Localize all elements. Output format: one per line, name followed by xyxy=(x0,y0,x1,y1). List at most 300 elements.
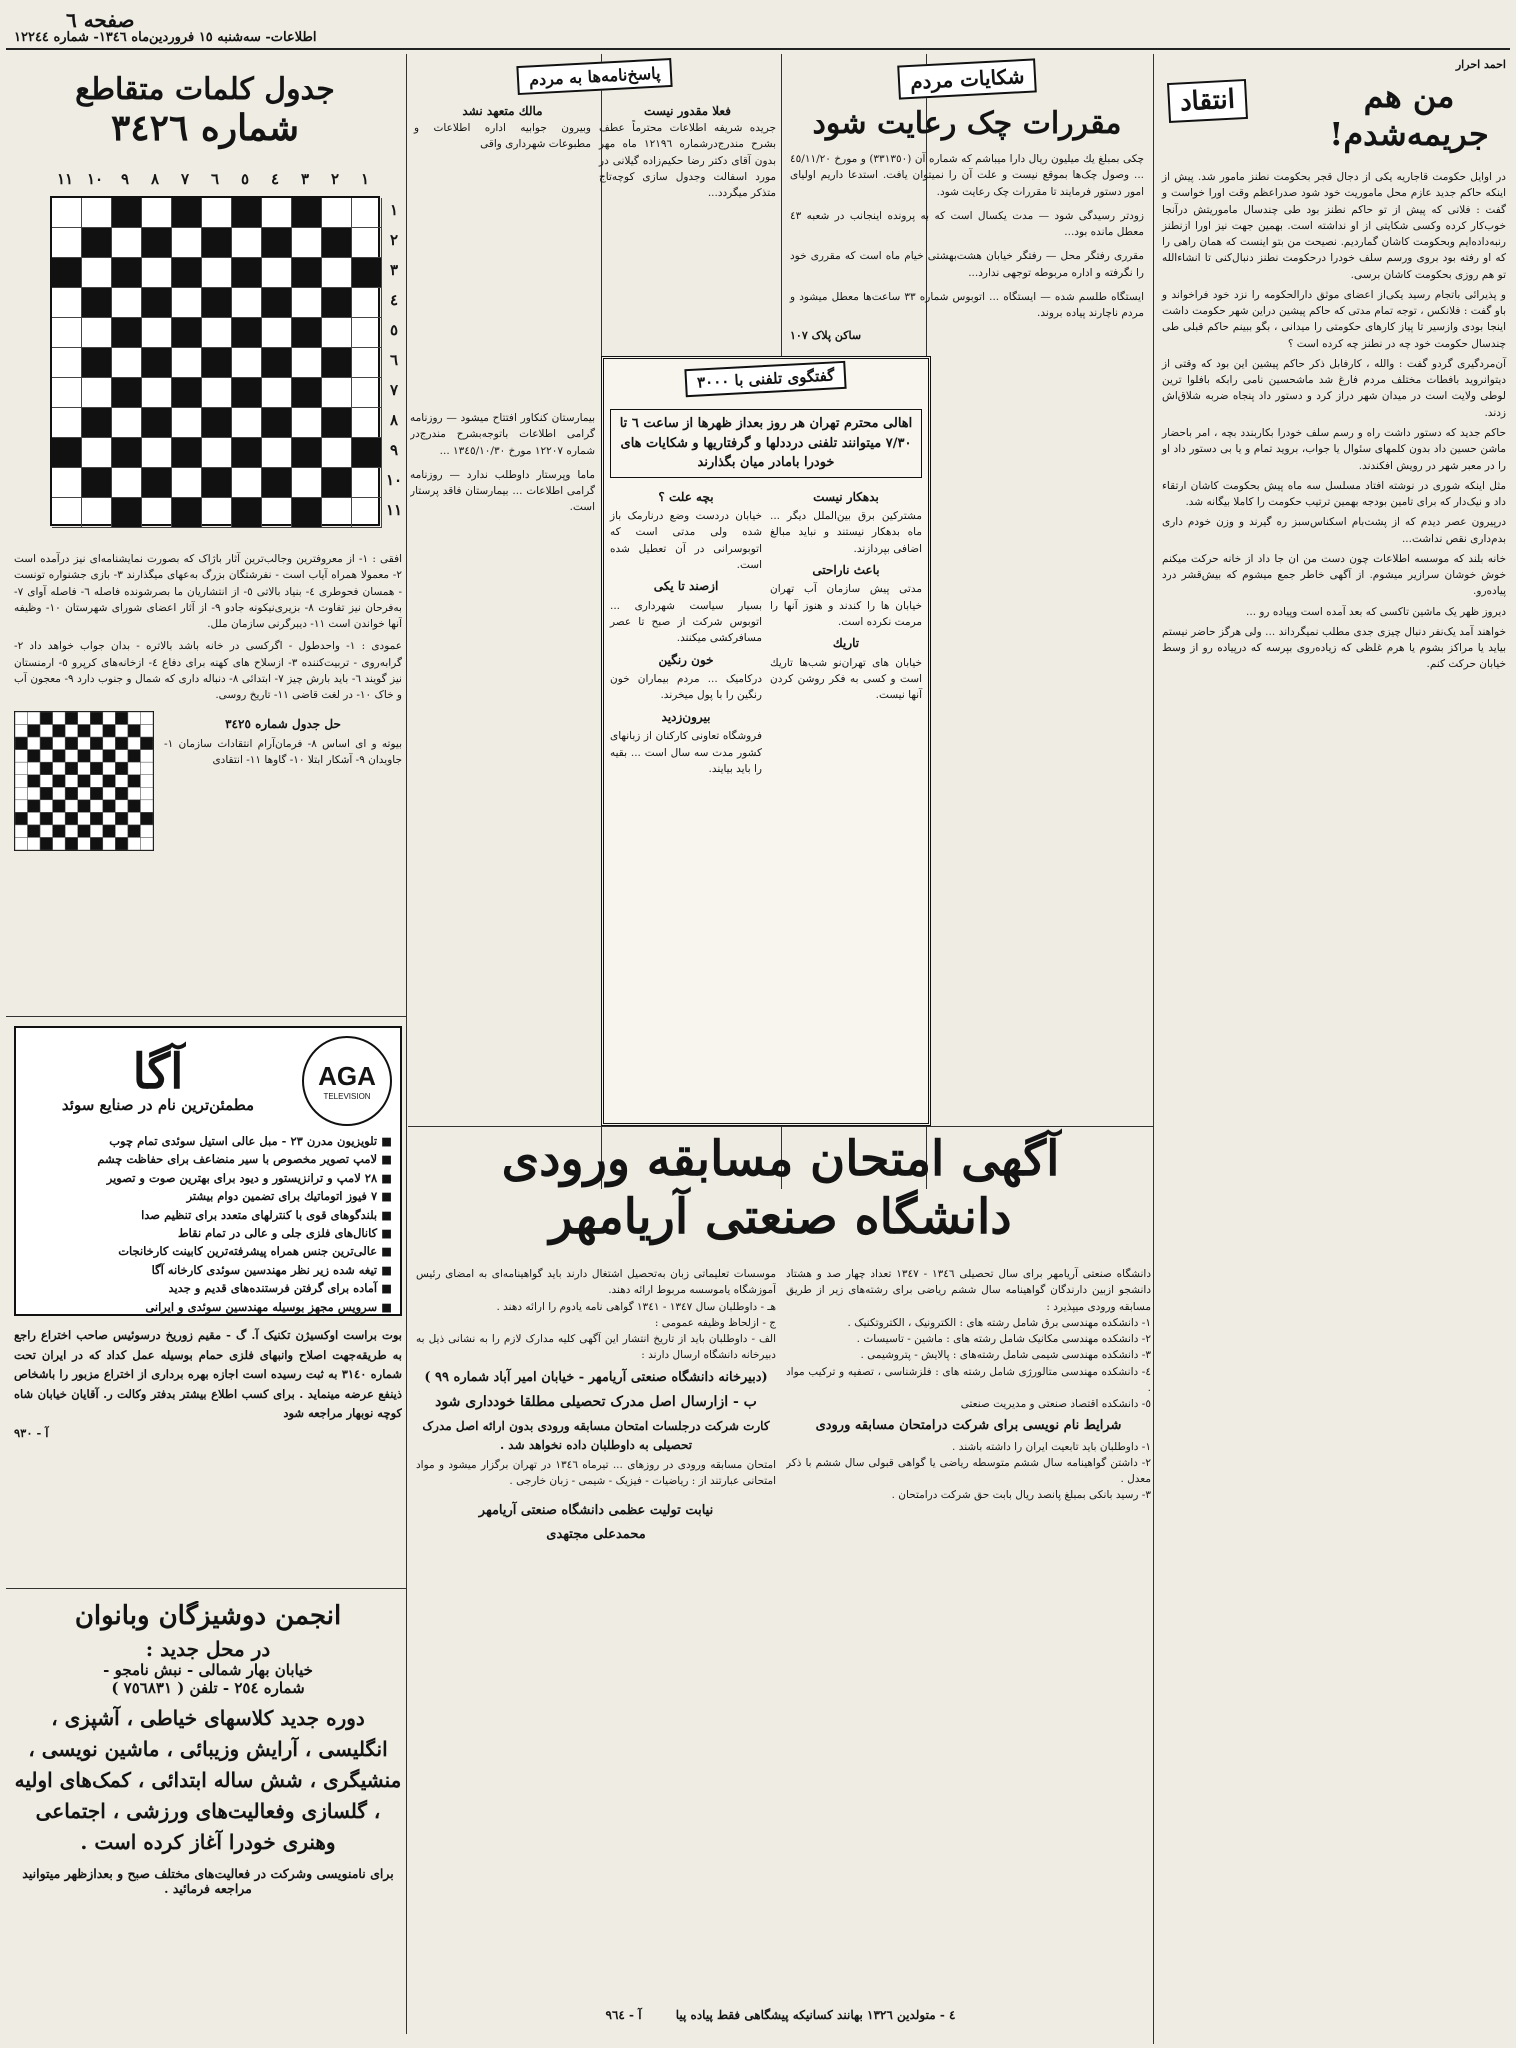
aga-logo-text: AGA xyxy=(318,1061,376,1091)
exam-paragraph: امتحان مسابقه ورودی در روزهای ... تیرماه ١٣٤٦ در تهران برگزار میشود و مواد امتحانی عبارتند از : ریاضیات - فیزیک - شیمی - زبان خارجی . xyxy=(416,1458,776,1487)
crossword-black-cell xyxy=(202,468,232,498)
phone-item-text: بسیار سیاست شهرداری ... اتوبوس شرکت از صبح تا عصر مسافرکشی میکنند. xyxy=(610,599,762,645)
solution-cell xyxy=(15,712,28,725)
aga-feature-item: ■ آماده برای گرفتن فرستنده‌های قدیم و جدید xyxy=(24,1279,392,1297)
crossword-cell[interactable] xyxy=(52,348,82,378)
crossword-cell[interactable] xyxy=(232,468,262,498)
crossword-cell[interactable] xyxy=(352,198,382,228)
crossword-black-cell xyxy=(352,438,382,468)
solution-black-cell xyxy=(115,763,128,776)
aga-feature-item: ■ بلندگوهای قوی با کنترلهای متعدد برای تنظیم صدا xyxy=(24,1206,392,1224)
solution-black-cell xyxy=(115,712,128,725)
solution-cell xyxy=(65,725,78,738)
crossword-cell[interactable] xyxy=(52,408,82,438)
crossword-cell[interactable] xyxy=(292,408,322,438)
crossword-cell[interactable] xyxy=(292,468,322,498)
solution-cell xyxy=(115,800,128,813)
exam-paragraph: موسسات تعلیماتی زبان به‌تحصیل اشتغال دارند باید گواهینامه‌ای به امضای رئیس آموزشگاه یاموسسه مربوط ارائه دهند. xyxy=(416,1268,776,1297)
exam-footer-code: آ - ٩٦٤ xyxy=(605,2008,642,2022)
exam-footer xyxy=(408,2008,1153,2022)
issue-line: اطلاعات- سه‌شنبه ١٥ فروردین‌ماه ١٣٤٦- شماره ١٢٢٤٤ xyxy=(14,30,317,45)
crossword-black-cell xyxy=(52,258,82,288)
solution-title: حل جدول شماره ٣٤٢٥ xyxy=(225,717,341,732)
solution-cell xyxy=(128,788,141,801)
crossword-black-cell xyxy=(202,408,232,438)
crossword-column-number: ٨ xyxy=(150,170,160,188)
exam-warning: ب - ازارسال اصل مدرک تحصیلی مطلقا خودداری شود xyxy=(435,1393,757,1410)
editorial-title: من هم جریمه‌شدم! xyxy=(1329,77,1489,154)
crossword-cell[interactable] xyxy=(232,408,262,438)
aga-ad xyxy=(14,1026,402,1316)
solution-cell xyxy=(140,800,153,813)
crossword-cell[interactable] xyxy=(202,378,232,408)
exam-column-a xyxy=(786,1266,1151,2001)
crossword-cell[interactable] xyxy=(82,378,112,408)
solution-cell xyxy=(103,712,116,725)
page-label: صفحه ٦ xyxy=(66,8,135,32)
solution-cell xyxy=(15,750,28,763)
crossword-cell[interactable] xyxy=(172,288,202,318)
exam-paragraph: ٥- دانشکده اقتصاد صنعتی و مدیریت صنعتی xyxy=(960,1398,1151,1411)
solution-cell xyxy=(78,737,91,750)
crossword-row-number: ٢ xyxy=(389,231,399,249)
aga-feature-item: ■ کانال‌های فلزی جلی و عالی در تمام نقاط xyxy=(24,1224,392,1242)
exam-paragraph: ٢- داشتن گواهینامه سال ششم متوسطه ریاضی یا گواهی قبولی سال ششم با ذکر معدل . xyxy=(786,1456,1151,1486)
crossword-black-cell xyxy=(82,348,112,378)
solution-cell xyxy=(53,763,66,776)
crossword-cell[interactable] xyxy=(232,348,262,378)
crossword-black-cell xyxy=(232,318,262,348)
crossword-black-cell xyxy=(232,438,262,468)
solution-cell xyxy=(103,813,116,826)
solution-cell xyxy=(115,775,128,788)
crossword-title: جدول کلمات متقاطع xyxy=(75,72,335,107)
solution-black-cell xyxy=(140,813,153,826)
solution-black-cell xyxy=(128,725,141,738)
crossword-cell[interactable] xyxy=(52,498,82,528)
crossword-cell[interactable] xyxy=(262,498,292,528)
crossword-cell[interactable] xyxy=(352,408,382,438)
solution-black-cell xyxy=(90,737,103,750)
crossword-black-cell xyxy=(82,468,112,498)
phone-item-text: درکامیک ... مردم بیماران خون رنگین را با پول میخرند. xyxy=(610,673,762,702)
crossword-cell[interactable] xyxy=(352,468,382,498)
crossword-cell[interactable] xyxy=(82,498,112,528)
solution-cell xyxy=(103,763,116,776)
solution-black-cell xyxy=(140,737,153,750)
solution-cell xyxy=(15,800,28,813)
exam-address: (دبیرخانه دانشگاه صنعتی آریامهر - خیابان امیر آباد شماره ٩٩ ) xyxy=(424,1369,768,1385)
crossword-cell[interactable] xyxy=(142,318,172,348)
crossword-black-cell xyxy=(232,258,262,288)
crossword-grid[interactable] xyxy=(50,196,380,526)
crossword-cell[interactable] xyxy=(262,378,292,408)
complaint-paragraph: مقرری رفتگر محل — رفتگر خیابان هشت‌بهشتی خیام ماه است که مقرری خود را نگرفته و اداره مربوطه توجهی ندارد... xyxy=(790,250,1144,279)
crossword-black-cell xyxy=(142,288,172,318)
solution-black-cell xyxy=(15,813,28,826)
crossword-cell[interactable] xyxy=(322,498,352,528)
boot-ad-text: بوت براست اوکسیژن تکنیک آ. گ - مقیم زوریخ درسوئیس صاحب اختراع راجع به طریقه‌جهت اصلاح وانبهای فلزی حمام بوسیله عمل کداد که در ایران تحت شماره ٣١٤٠ به ثبت رسیده است اجازه بهره برداری از اختراع مزبور را باشخاص ذینفع عرضه مینماید . برای کسب اطلاع بیشتر بدفتر وکالت ر. آقایان خیابان شاه کوچه نوبهار مراجعه شود xyxy=(14,1328,402,1421)
solution-black-cell xyxy=(115,788,128,801)
solution-cell xyxy=(90,750,103,763)
solution-black-cell xyxy=(53,775,66,788)
crossword-black-cell xyxy=(292,258,322,288)
exam-paragraph: ٣- دانشکده مهندسی شیمی شامل رشته‌های : پالایش - پتروشیمی . xyxy=(860,1349,1151,1362)
aga-feature-item: ■ تیغه شده زیر نظر مهندسین سوئدی کارخانه آگا xyxy=(24,1261,392,1279)
crossword-cell[interactable] xyxy=(232,228,262,258)
crossword-cell[interactable] xyxy=(142,438,172,468)
solution-cell xyxy=(103,788,116,801)
crossword-cell[interactable] xyxy=(52,378,82,408)
solution-cell xyxy=(15,825,28,838)
exam-title-2: دانشگاه صنعتی آریامهر xyxy=(549,1188,1012,1245)
editorial-column xyxy=(1158,56,1510,2044)
solution-cell xyxy=(15,725,28,738)
exam-paragraph: الف - داوطلبان باید از تاریخ انتشار این آگهی کلیه مدارک لازم را به نشانی ذیل به دبیرخانه دانشگاه ارسال دارند : xyxy=(416,1333,776,1362)
solution-black-cell xyxy=(115,737,128,750)
phone-banner: گفتگوی تلفنی با ۳۰۰۰ xyxy=(685,361,848,397)
crossword-black-cell xyxy=(322,408,352,438)
crossword-cell[interactable] xyxy=(172,408,202,438)
crossword-cell[interactable] xyxy=(142,198,172,228)
editorial-paragraph: خواهند آمد یک‌نفر دنبال چیزی جدی مطلب نمیگرداند ... ولی هرگز حاضر نیستم بیاید یا مراکز بشوم یا هرم غلظی که زیاده‌روی بپرسه که درپیاده رو از وسط خیابان حرکت کنم. xyxy=(1162,625,1506,671)
solution-black-cell xyxy=(78,800,91,813)
solution-black-cell xyxy=(115,838,128,851)
crossword-column-number: ٩ xyxy=(120,170,130,188)
complaints-body xyxy=(784,151,1150,344)
phone-notice: اهالی محترم تهران هر روز بعداز ظهرها از ساعت ٦ تا ٧/٣٠ میتوانند تلفنی درددلها و گرفتاریها و شکایات های خودرا بامادر میان بگذارند xyxy=(610,409,922,478)
crossword-cell[interactable] xyxy=(202,438,232,468)
editorial-banner: انتقاد xyxy=(1167,79,1248,123)
solution-black-cell xyxy=(103,725,116,738)
solution-black-cell xyxy=(53,800,66,813)
crossword-cell[interactable] xyxy=(52,228,82,258)
solution-cell xyxy=(65,825,78,838)
solution-cell xyxy=(28,813,41,826)
crossword-cell[interactable] xyxy=(172,228,202,258)
solution-cell xyxy=(65,775,78,788)
crossword-cell[interactable] xyxy=(292,348,322,378)
solution-cell xyxy=(28,712,41,725)
crossword-cell[interactable] xyxy=(352,318,382,348)
solution-cell xyxy=(103,838,116,851)
crossword-cell[interactable] xyxy=(262,198,292,228)
solution-cell xyxy=(115,725,128,738)
crossword-black-cell xyxy=(112,498,142,528)
crossword-black-cell xyxy=(112,318,142,348)
editorial-paragraph: دیروز ظهر یک ماشین تاکسی که بعد آمده است وپیاده رو ... xyxy=(1246,605,1506,618)
solution-black-cell xyxy=(90,763,103,776)
crossword-black-cell xyxy=(112,258,142,288)
crossword-cell[interactable] xyxy=(112,468,142,498)
crossword-cell[interactable] xyxy=(322,318,352,348)
crossword-row-number: ٦ xyxy=(389,351,399,369)
phone-item-text: مشترکین برق بین‌الملل دیگر ... ماه بدهکار نیستند و نباید مبالغ اضافی بپردازند. xyxy=(770,510,922,555)
solution-black-cell xyxy=(78,725,91,738)
crossword-cell[interactable] xyxy=(82,318,112,348)
clues-down: عمودی : ١- واحدطول - اگرکسی در خانه باشد بالاتره - بدان جواب خواهد داد ٢- گرابه‌روی - تربیت‌کننده ٣- ازسلاح های کهنه برای دفاع ٤- ازخانه‌های کرپرو ٥- ارمنستان نیز گویند ٦- باید بارش چیز ٧- ابتدائی ٨- دنباله داری که شمال و جنوب دارد ٩- معجون آب و خاک ١٠- در لغت قاضی ١١- تاریخ روسی. xyxy=(14,640,402,702)
solution-cell xyxy=(78,838,91,851)
solution-cell xyxy=(40,775,53,788)
exam-paragraph: ٢- دانشکده مهندسی مکانیک شامل رشته های : ماشین - تاسیسات . xyxy=(856,1333,1151,1346)
solution-cell xyxy=(53,838,66,851)
crossword-cell[interactable] xyxy=(262,258,292,288)
crossword-cell[interactable] xyxy=(142,258,172,288)
crossword-column-number: ٧ xyxy=(180,170,190,188)
solution-black-cell xyxy=(78,775,91,788)
solution-cell xyxy=(40,750,53,763)
crossword-cell[interactable] xyxy=(322,378,352,408)
crossword-cell[interactable] xyxy=(82,258,112,288)
solution-cell xyxy=(90,825,103,838)
crossword-cell[interactable] xyxy=(352,348,382,378)
crossword-black-cell xyxy=(262,288,292,318)
exam-paragraph: ج - ازلحاظ وظیفه عمومی : xyxy=(654,1316,776,1329)
solution-black-cell xyxy=(90,813,103,826)
solution-black-cell xyxy=(103,800,116,813)
solution-black-cell xyxy=(40,712,53,725)
solution-black-cell xyxy=(128,775,141,788)
boot-ad-code: آ - ٩٣٠ xyxy=(14,1425,49,1440)
crossword-cell[interactable] xyxy=(292,228,322,258)
crossword-black-cell xyxy=(322,288,352,318)
phone-item-title: باعث ناراحتی xyxy=(812,562,880,577)
solution-black-cell xyxy=(78,825,91,838)
crossword-black-cell xyxy=(82,288,112,318)
editorial-body xyxy=(1158,169,1510,673)
solution-cell xyxy=(53,737,66,750)
aga-feature-item: ■ سرویس مجهز بوسیله مهندسین سوئدی و ایرانی xyxy=(24,1298,392,1316)
crossword-black-cell xyxy=(202,228,232,258)
answers-banner: پاسخ‌نامه‌ها به مردم xyxy=(517,58,674,95)
aga-slogan: مطمئن‌ترین نام در صنایع سوئد xyxy=(61,1096,255,1114)
crossword-black-cell xyxy=(142,408,172,438)
answer-paragraph: جریده شریفه اطلاعات محترماً عطف بشرح مندرج‌درشماره ١٢١٩٦ ماه مهر بدون آقای دکتر رضا حکیم‌زاده گیلانی در مورد اسفالت وجدول سازی کوچه‌تاج متذکر میگردد... xyxy=(599,122,776,200)
exam-subheading: شرایط نام نویسی برای شرکت درامتحان مسابقه ورودی xyxy=(815,1418,1122,1434)
crossword-cell[interactable] xyxy=(202,498,232,528)
crossword-cell[interactable] xyxy=(352,288,382,318)
exam-paragraph: دانشگاه صنعتی آریامهر برای سال تحصیلی ١٣٤٦ - ١٣٤٧ تعداد چهار صد و هشتاد دانشجو ازبین دارندگان گواهینامه سال ششم ریاضی برای رشته‌های زیر از طریق مسابقه ورودی میپذیرد : xyxy=(786,1268,1151,1313)
crossword-cell[interactable] xyxy=(52,468,82,498)
editorial-paragraph: درپیرون عصر دیدم که از پشت‌بام اسکناس‌سبز ره گیرند و وزن خودم داری بدم‌داری نقص نداشت... xyxy=(1162,516,1506,545)
solution-cell xyxy=(128,712,141,725)
solution-cell xyxy=(90,800,103,813)
solution-black-cell xyxy=(40,763,53,776)
exam-signature-org: نیابت تولیت عظمی دانشگاه صنعتی آریامهر xyxy=(478,1503,714,1519)
solution-black-cell xyxy=(28,750,41,763)
solution-cell xyxy=(15,788,28,801)
crossword-cell[interactable] xyxy=(82,198,112,228)
answers-sub-head: بیمارستان کنکاور افتتاح میشود — روزنامه گرامی اطلاعات باتوجه‌بشرح مندرج‌در شماره ١٢٢٠٧ مورخ ١٣٤٥/١٠/٣٠ ... xyxy=(410,412,595,457)
solution-cell xyxy=(15,838,28,851)
exam-signature-name: محمدعلی مجتهدی xyxy=(546,1527,646,1543)
solution-black-cell xyxy=(128,825,141,838)
solution-black-cell xyxy=(53,825,66,838)
crossword-black-cell xyxy=(112,378,142,408)
solution-black-cell xyxy=(65,788,78,801)
crossword-cell[interactable] xyxy=(202,198,232,228)
crossword-cell[interactable] xyxy=(172,348,202,378)
crossword-cell[interactable] xyxy=(82,438,112,468)
crossword-cell[interactable] xyxy=(322,258,352,288)
crossword-black-cell xyxy=(142,468,172,498)
crossword-black-cell xyxy=(262,408,292,438)
crossword-cell[interactable] xyxy=(352,228,382,258)
solution-cell xyxy=(140,750,153,763)
editorial-paragraph: و پذیرائی باتجام رسید یکی‌از اعضای موثق دارالحکومه را نزد خود فراخواند و باو گفت : فلانکس ، توجه تمام مدتی که حاکم پیشین دراین شهر حکومت داشت اینجا بودی وازسیر تا پیاز کارهای حکومتی را میدانی ، بگو ببینم حاکم قبلی طی چندسال حکومت خود چه در نطنز چه کرده است ؟ xyxy=(1162,288,1506,350)
crossword-cell[interactable] xyxy=(322,198,352,228)
solution-black-cell xyxy=(28,825,41,838)
crossword-cell[interactable] xyxy=(52,318,82,348)
solution-black-cell xyxy=(115,813,128,826)
solution-cell xyxy=(140,825,153,838)
crossword-black-cell xyxy=(172,258,202,288)
crossword-cell[interactable] xyxy=(322,438,352,468)
crossword-cell[interactable] xyxy=(202,258,232,288)
aga-feature-item: ■ تلویزیون مدرن ٢٣ - مبل عالی استیل سوئدی تمام چوب xyxy=(24,1132,392,1150)
solution-black-cell xyxy=(65,737,78,750)
crossword-black-cell xyxy=(172,198,202,228)
phone-item-title: بچه علت ؟ xyxy=(658,489,714,504)
solution-cell xyxy=(65,800,78,813)
solution-black-cell xyxy=(78,750,91,763)
complaint-paragraph: چکی بمبلغ یك میلیون ریال دارا میباشم که شماره آن (٣٣١٣٥٠) و مورخ ٤٥/١١/٢٠ ... وصول چک‌ها بموقع نیست و علت آن را نمیتوان یافت. استدعا داریم اولیای امور دستور فرمایند تا مقررات چک رعایت شود. xyxy=(790,153,1144,198)
exam-ad-heading xyxy=(408,1131,1153,1246)
phone-item-title: بدهکار نیست xyxy=(813,489,879,504)
crossword-cell[interactable] xyxy=(352,378,382,408)
school-note: برای نامنویسی وشرکت در فعالیت‌های مختلف صبح و بعدازظهر میتوانید مراجعه فرمائید . xyxy=(22,1866,394,1896)
crossword-cell[interactable] xyxy=(352,498,382,528)
aga-logo-sub: TELEVISION xyxy=(323,1092,371,1101)
crossword-black-cell xyxy=(292,378,322,408)
exam-paragraph: هـ - داوطلبان سال ١٣٤٧ - ١٣٤١ گواهی نامه یادوم را ارائه دهند . xyxy=(496,1300,776,1313)
solution-cell xyxy=(128,838,141,851)
solution-cell xyxy=(78,712,91,725)
crossword-black-cell xyxy=(232,378,262,408)
solution-cell xyxy=(140,775,153,788)
solution-cell xyxy=(78,788,91,801)
crossword-cell[interactable] xyxy=(292,288,322,318)
crossword-black-cell xyxy=(292,498,322,528)
aga-feature-item: ■ ٧ فیوز اتوماتیك برای تضمین دوام بیشتر xyxy=(24,1187,392,1205)
crossword-grid-wrap xyxy=(16,166,406,546)
editorial-paragraph: آن‌مردگیری گردو گفت : والله ، کارفابل ذکر حاکم پیشین این بود که وقتی از دیتوانروید بافطات مختلف مردم فارغ شد ماشحسین نامی رابکه بافلوا ترین لوطی ولایت است در میدان شهر دراز کرد و دستور داد پنجاه ضربه شلاق‌اش زدند. xyxy=(1162,357,1506,419)
solution-cell xyxy=(53,813,66,826)
solution-cell xyxy=(28,763,41,776)
crossword-cell[interactable] xyxy=(112,228,142,258)
crossword-black-cell xyxy=(172,438,202,468)
crossword-black-cell xyxy=(292,198,322,228)
crossword-cell[interactable] xyxy=(52,198,82,228)
crossword-cell[interactable] xyxy=(202,318,232,348)
school-subtitle: در محل جدید : xyxy=(145,1637,271,1661)
solution-black-cell xyxy=(65,712,78,725)
solution-black-cell xyxy=(53,750,66,763)
solution-cell xyxy=(40,825,53,838)
solution-grid xyxy=(14,711,154,851)
crossword-cell[interactable] xyxy=(142,498,172,528)
phone-item-text: فروشگاه تعاونی کارکنان از زبانهای کشور مدت سه سال است ... بقیه را باید بیایند. xyxy=(610,730,762,775)
solution-cell xyxy=(140,725,153,738)
crossword-cell[interactable] xyxy=(142,378,172,408)
solution-cell xyxy=(28,788,41,801)
crossword-row-number: ٩ xyxy=(389,441,399,459)
crossword-cell[interactable] xyxy=(172,468,202,498)
aga-feature-item: ■ ٢٨ لامپ و ترانزیستور و دیود برای بهترین صوت و تصویر xyxy=(24,1169,392,1187)
solution-cell xyxy=(115,750,128,763)
crossword-column-number: ١٠ xyxy=(86,170,104,188)
crossword-black-cell xyxy=(52,438,82,468)
solution-black-cell xyxy=(40,737,53,750)
solution-black-cell xyxy=(103,775,116,788)
solution-black-cell xyxy=(28,775,41,788)
answer-paragraph: وبیرون جوابیه اداره اطلاعات و مطبوعات شهرداری واقی xyxy=(414,122,591,151)
phone-item-text: خیابان های تهران‌نو شب‌ها تاریك است و کسی به فکر روشن کردن آنها نیست. xyxy=(770,656,922,702)
crossword-black-cell xyxy=(262,468,292,498)
exam-column-b xyxy=(416,1266,776,2001)
crossword-black-cell xyxy=(82,408,112,438)
crossword-column-number: ١١ xyxy=(56,170,74,188)
crossword-row-number: ٧ xyxy=(389,381,399,399)
crossword-cell[interactable] xyxy=(112,408,142,438)
solution-cell xyxy=(53,712,66,725)
solution-black-cell xyxy=(65,763,78,776)
phone-box xyxy=(601,356,931,1126)
phone-item-title: بیرون‌زدید xyxy=(661,709,711,724)
solution-black-cell xyxy=(65,813,78,826)
aga-feature-list xyxy=(24,1132,392,1316)
exam-paragraph: ١- داوطلبان باید تابعیت ایران را داشته باشند . xyxy=(952,1440,1151,1453)
phone-item-title: خون رنگین xyxy=(658,652,714,667)
exam-paragraph: ٤- دانشکده مهندسی متالورژی شامل رشته های : فلزشناسی ، تصفیه و ترکیب مواد . xyxy=(786,1365,1151,1394)
crossword-number: شماره ٣٤٢٦ xyxy=(110,107,300,149)
solution-cell xyxy=(78,813,91,826)
solution-cell xyxy=(140,712,153,725)
crossword-cell[interactable] xyxy=(262,438,292,468)
solution-cell xyxy=(128,737,141,750)
crossword-row-number: ٤ xyxy=(389,291,399,309)
crossword-row-number: ٨ xyxy=(389,411,399,429)
solution-cell xyxy=(53,788,66,801)
aga-feature-item: ■ عالی‌ترین جنس همراه پیشرفته‌ترین کابینت کارخانجات xyxy=(24,1242,392,1260)
editorial-paragraph: خانه بلند که موسسه اطلاعات چون دست من ان جا داد از خانه حرکت میکنم خوش خوشان سرازیر میشوم. از آگهی خاطر جمع میشوم که بیش‌قشر درد پیاده‌رو. xyxy=(1162,552,1506,598)
exam-paragraph: ٣- رسید بانکی بمبلغ پانصد ریال بابت حق شرکت درامتحان . xyxy=(891,1489,1151,1502)
phone-item-text: خیابان دردست وضع درنارمک باز شده ولی مدتی است که اتوبوسرانی در آن تعطیل شده است. xyxy=(610,510,762,571)
crossword-row-number: ١٠ xyxy=(385,471,403,489)
solution-black-cell xyxy=(90,788,103,801)
solution-black-cell xyxy=(40,838,53,851)
editorial-author: احمد احرار xyxy=(1455,58,1506,71)
crossword-cell[interactable] xyxy=(112,288,142,318)
crossword-black-cell xyxy=(322,228,352,258)
crossword-cell[interactable] xyxy=(262,318,292,348)
crossword-cell[interactable] xyxy=(112,348,142,378)
aga-title: آگا xyxy=(132,1044,184,1100)
solution-black-cell xyxy=(103,825,116,838)
crossword-black-cell xyxy=(262,348,292,378)
solution-cell xyxy=(65,750,78,763)
crossword-row-number: ١ xyxy=(389,201,399,219)
exam-footer-text: ٤ - متولدین ١٣٢٦ بهانند کسانیکه پیشگاهی فقط پیاده پیا xyxy=(675,2008,956,2022)
crossword-black-cell xyxy=(352,258,382,288)
solution-cell xyxy=(40,800,53,813)
solution-cell xyxy=(140,763,153,776)
crossword-cell[interactable] xyxy=(232,288,262,318)
boot-ad xyxy=(14,1326,402,1581)
exam-paragraph: ١- دانشکده مهندسی برق شامل رشته های : الکترونیک ، الکتروتکنیک . xyxy=(847,1316,1151,1329)
crossword-cell[interactable] xyxy=(52,288,82,318)
crossword-black-cell xyxy=(172,498,202,528)
